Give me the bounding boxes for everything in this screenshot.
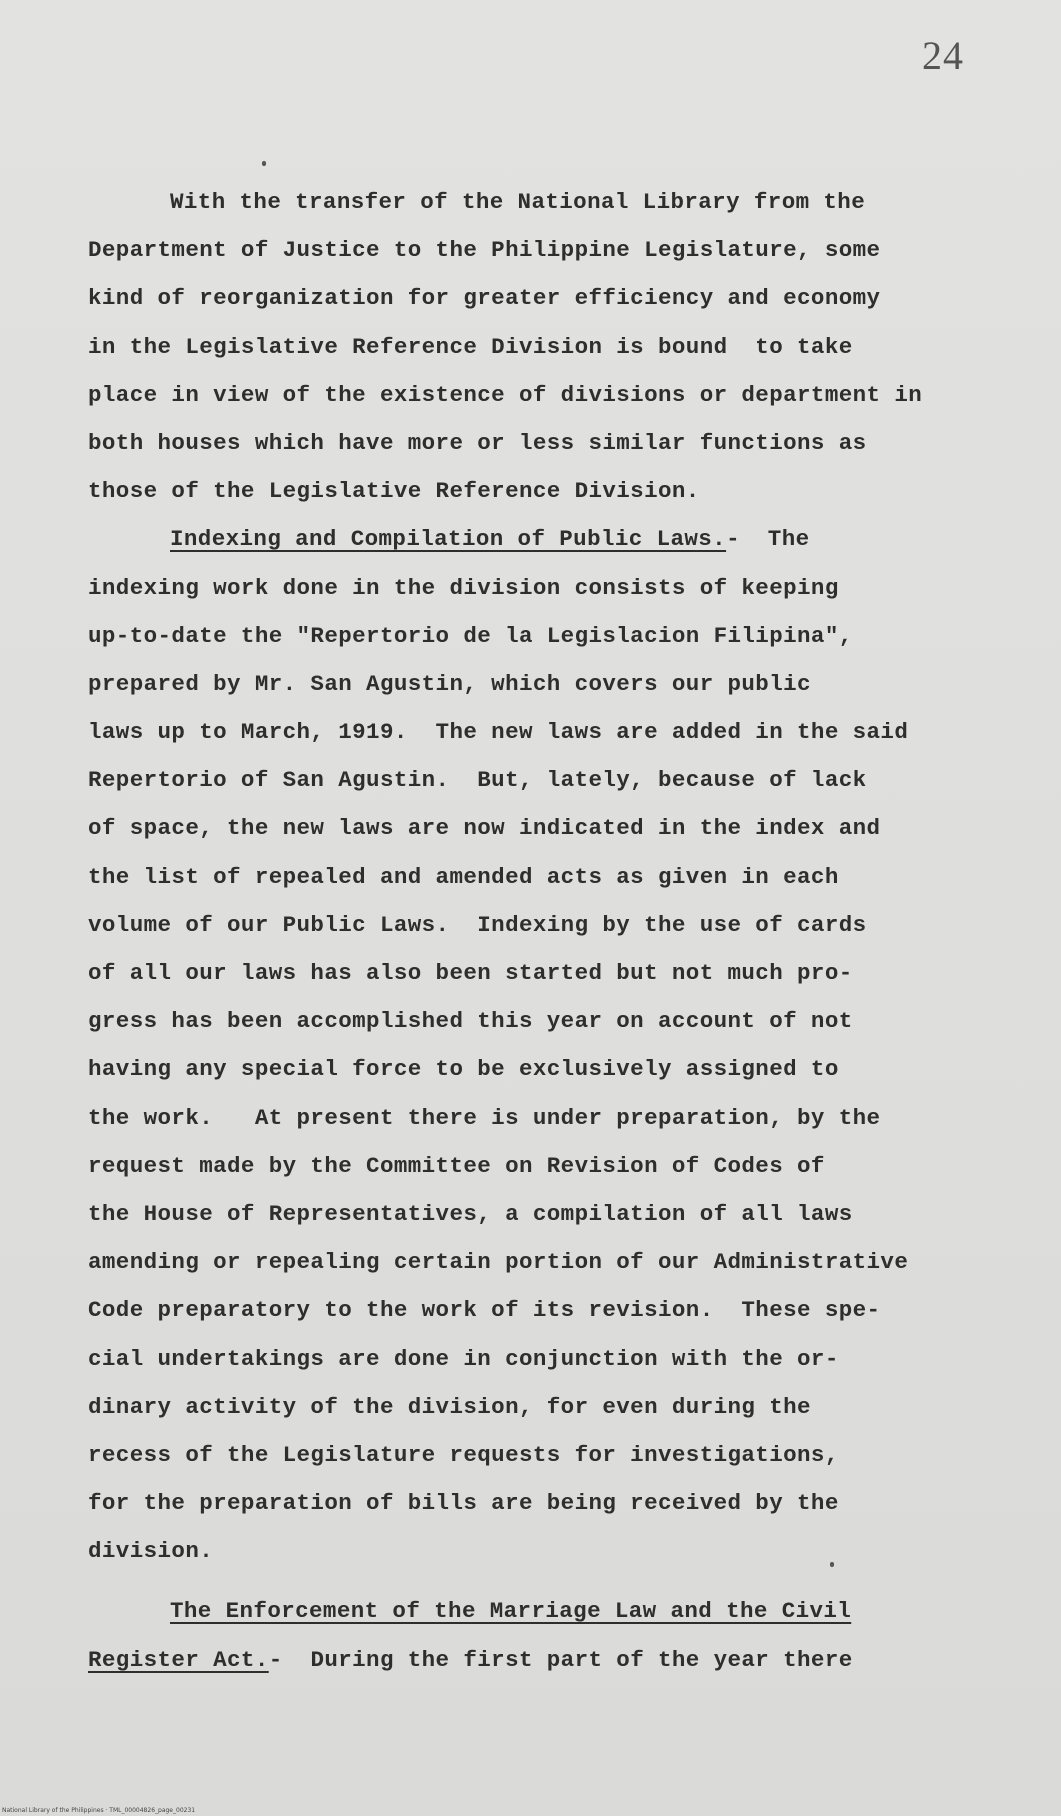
paragraph-gap — [88, 1575, 1008, 1587]
stray-mark — [262, 161, 266, 166]
heading-line — [88, 1636, 1008, 1684]
text-line: laws up to March, 1919. The new laws are added in the said — [88, 719, 909, 746]
text-line: kind of reorganization for greater efficiency and economy — [88, 285, 881, 312]
heading-suffix: - During the first part of the year there — [268, 1646, 853, 1673]
text-line: the list of repealed and amended acts as given in each — [88, 863, 839, 890]
paragraph-library-transfer — [88, 178, 1008, 515]
text-line: recess of the Legislature requests for investigations, — [88, 1441, 839, 1468]
text-line: those of the Legislative Reference Division. — [88, 478, 700, 505]
section-heading-marriage-law: The Enforcement of the Marriage Law and the Civil — [170, 1598, 852, 1625]
text-line: having any special force to be exclusively assigned to — [88, 1056, 839, 1083]
text-line: Repertorio of San Agustin. But, lately, because of lack — [88, 767, 867, 794]
text-line: for the preparation of bills are being received by the — [88, 1490, 839, 1517]
heading-line — [88, 515, 1008, 563]
text-line: With the transfer of the National Library from the — [170, 189, 866, 215]
heading-line — [88, 1587, 1008, 1635]
text-line: Department of Justice to the Philippine Legislature, some — [88, 237, 881, 264]
heading-suffix: - The — [726, 526, 810, 553]
text-line: the work. At present there is under preparation, by the — [88, 1104, 881, 1131]
paragraph-marriage-law — [88, 1587, 1008, 1683]
paragraph-indexing — [88, 515, 1008, 1575]
text-line: dinary activity of the division, for even during the — [88, 1393, 811, 1420]
text-line: the House of Representatives, a compilation of all laws — [88, 1200, 853, 1227]
text-line: prepared by Mr. San Agustin, which covers our public — [88, 670, 811, 697]
text-line: place in view of the existence of divisions or department in — [88, 381, 923, 408]
text-line: Code preparatory to the work of its revision. These spe- — [88, 1297, 881, 1324]
text-line: indexing work done in the division consists of keeping — [88, 574, 839, 601]
text-line: of all our laws has also been started but not much pro- — [88, 960, 853, 986]
archive-footer: National Library of the Philippines · TML_00004826_page_00231 — [2, 1807, 196, 1814]
text-line: volume of our Public Laws. Indexing by the use of cards — [88, 911, 867, 938]
text-line: division. — [88, 1538, 214, 1565]
text-line: gress has been accomplished this year on account of not — [88, 1008, 853, 1035]
text-line: up-to-date the "Repertorio de la Legislacion Filipina", — [88, 622, 853, 649]
section-heading-register-act: Register Act. — [88, 1646, 269, 1673]
text-line: amending or repealing certain portion of our Administrative — [88, 1249, 909, 1276]
body-text — [88, 178, 1008, 1684]
text-line: request made by the Committee on Revision of Codes of — [88, 1152, 825, 1179]
text-line: of space, the new laws are now indicated in the index and — [88, 815, 881, 842]
text-line: both houses which have more or less similar functions as — [88, 429, 867, 456]
text-line: cial undertakings are done in conjunction with the or- — [88, 1345, 839, 1372]
page-number: 24 — [922, 33, 964, 78]
text-line: in the Legislative Reference Division is bound to take — [88, 333, 853, 360]
section-heading-indexing: Indexing and Compilation of Public Laws. — [170, 526, 727, 553]
